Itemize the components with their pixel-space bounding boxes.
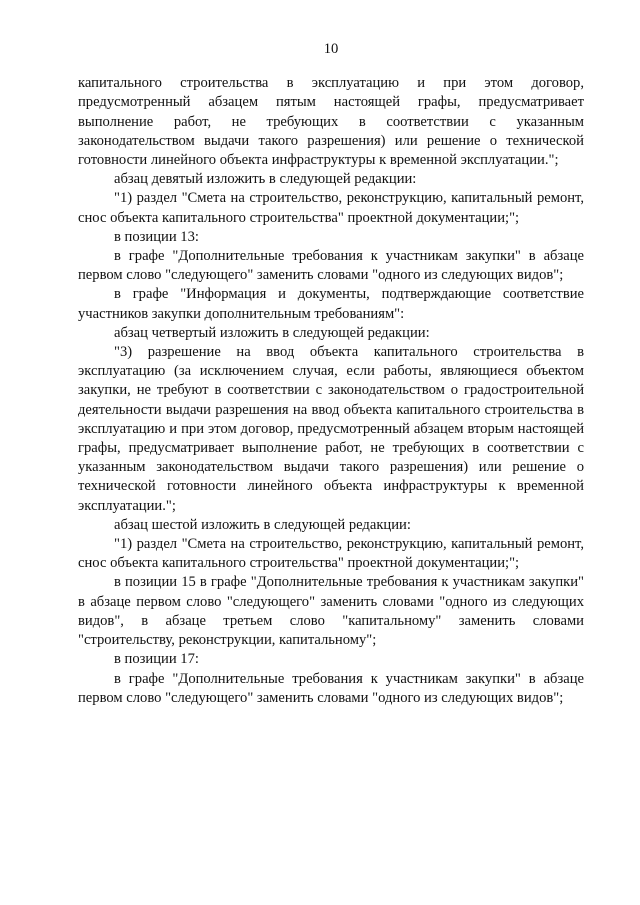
page-number: 10 <box>323 41 339 57</box>
paragraph-1: капитального строительства в эксплуатацию и при этом договор, предусмотренный абзацем пятым настоящей графы, предусматривает выполнение работ, не требующих в соответствии с указанным законодательством выдачи такого разрешения) или решение о технической готовности линейного объекта инфраструктуры к временной эксплуатации."; <box>78 75 584 169</box>
paragraph-6: в графе "Информация и документы, подтверждающие соответствие участников закупки дополнительным требованиям": <box>78 286 584 322</box>
paragraph-11: в позиции 15 в графе "Дополнительные требования к участникам закупки" в абзаце первом слово "следующего" заменить словами "одного из следующих видов", в абзаце третьем слово "капитальному" заменить словами "строительству, реконструкции, капитальному"; <box>78 574 584 649</box>
paragraph-8: "3) разрешение на ввод объекта капитального строительства в эксплуатацию (за исключением случая, если работы, являющиеся объектом закупки, не требуют в соответствии с законодательством о градостроительной деятельности выдачи разрешения на ввод объекта капитального строительства в эксплуатацию и при этом договор, предусмотренный абзацем вторым настоящей графы, предусматривает выполнение работ, не требующих в соответствии с указанным законодательством выдачи такого разрешения) или решение о технической готовности линейного объекта инфраструктуры к временной эксплуатации."; <box>78 344 584 514</box>
paragraph-9: абзац шестой изложить в следующей редакции: <box>114 516 411 533</box>
paragraph-3: "1) раздел "Смета на строительство, реконструкцию, капитальный ремонт, снос объекта капитального строительства" проектной документации;"; <box>78 190 584 226</box>
paragraph-2: абзац девятый изложить в следующей редакции: <box>114 171 417 188</box>
paragraph-4: в позиции 13: <box>114 228 199 245</box>
paragraph-12: в позиции 17: <box>114 651 199 668</box>
paragraph-10: "1) раздел "Смета на строительство, реконструкцию, капитальный ремонт, снос объекта капитального строительства" проектной документации;"; <box>78 536 584 572</box>
paragraph-7: абзац четвертый изложить в следующей редакции: <box>114 324 430 341</box>
paragraph-5: в графе "Дополнительные требования к участникам закупки" в абзаце первом слово "следующего" заменить словами "одного из следующих видов"; <box>78 248 584 284</box>
document-body <box>78 74 584 708</box>
paragraph-13: в графе "Дополнительные требования к участникам закупки" в абзаце первом слово "следующего" заменить словами "одного из следующих видов"; <box>78 670 584 706</box>
